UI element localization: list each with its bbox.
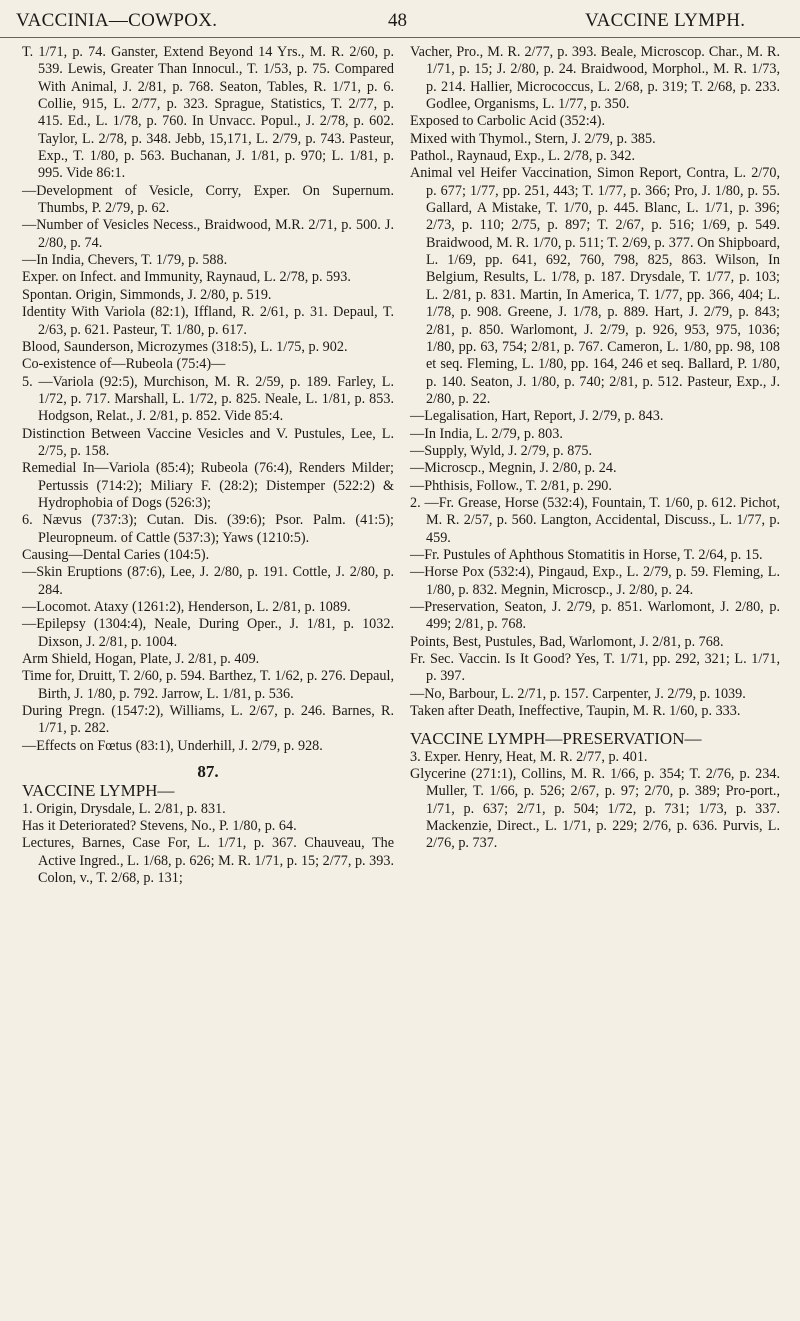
entry: Glycerine (271:1), Collins, M. R. 1/66, p. 354; T. 2/76, p. 234. Muller, T. 1/66, p. 526; 2/67, p. 97; 2/70, p. 389; Pro-port., 1/71, p. 637; 2/71, p. 504; 1/72, p. 731; 1/73, p. 337. Mackenzie, Direct., L. 1/71, p. 229; 2/76, p. 636. Purvis, L. 2/76, p. 737. bbox=[410, 766, 780, 852]
entry: Blood, Saunderson, Microzymes (318:5), L. 1/75, p. 902. bbox=[22, 338, 348, 355]
entry: 2. —Fr. Grease, Horse (532:4), Fountain, T. 1/60, p. 612. Pichot, M. R. 2/57, p. 560. Langton, Accidental, Discuss., L. 1/77, p. 459. bbox=[410, 494, 780, 546]
section-heading: VACCINE LYMPH—PRESERVATION— bbox=[410, 729, 702, 749]
entry: Mixed with Thymol., Stern, J. 2/79, p. 385. bbox=[410, 130, 656, 147]
entry: —Legalisation, Hart, Report, J. 2/79, p. 843. bbox=[410, 408, 664, 425]
entry: Causing—Dental Caries (104:5). bbox=[22, 546, 210, 563]
entry: Vacher, Pro., M. R. 2/77, p. 393. Beale, Microscop. Char., M. R. 1/71, p. 15; J. 2/80, p. 24. Braidwood, Morphol., M. R. 1/73, p. 214. Hallier, Micrococcus, L. 2/68, p. 319; T. 2/68, p. 233. Godlee, Organisms, L. 1/77, p. 350. bbox=[410, 44, 780, 113]
entry: 5. —Variola (92:5), Murchison, M. R. 2/59, p. 189. Farley, L. 1/72, p. 717. Marshall, L. 1/72, p. 825. Neale, L. 1/81, p. 853. Hodgson, Relat., J. 2/81, p. 852. Vide 85:4. bbox=[22, 373, 394, 425]
entry: Lectures, Barnes, Case For, L. 1/71, p. 367. Chauveau, The Active Ingred., L. 1/68, p. 626; M. R. 1/71, p. 15; 2/77, p. 393. Colon, v., T. 2/68, p. 131; bbox=[22, 835, 394, 887]
entry: —Phthisis, Follow., T. 2/81, p. 290. bbox=[410, 477, 612, 494]
entry: Remedial In—Variola (85:4); Rubeola (76:4), Renders Milder; Pertussis (714:2); Miliary F. (28:2); Distemper (522:2) & Hydrophobia of Dogs (526:3); bbox=[22, 460, 394, 511]
page-number: 48 bbox=[388, 10, 407, 31]
entry: Spontan. Origin, Simmonds, J. 2/80, p. 519. bbox=[22, 286, 272, 303]
entry: —In India, Chevers, T. 1/79, p. 588. bbox=[22, 252, 228, 269]
entry: During Pregn. (1547:2), Williams, L. 2/67, p. 246. Barnes, R. 1/71, p. 282. bbox=[22, 703, 394, 737]
entry: Taken after Death, Ineffective, Taupin, M. R. 1/60, p. 333. bbox=[410, 703, 741, 720]
header-right-title: VACCINE LYMPH. bbox=[585, 10, 746, 31]
entry: Points, Best, Pustules, Bad, Warlomont, J. 2/81, p. 768. bbox=[410, 633, 724, 650]
entry: 3. Exper. Henry, Heat, M. R. 2/77, p. 401. bbox=[410, 748, 648, 765]
entry: —Effects on Fœtus (83:1), Underhill, J. 2/79, p. 928. bbox=[22, 737, 323, 754]
running-header bbox=[0, 0, 800, 40]
entry: Has it Deteriorated? Stevens, No., P. 1/80, p. 64. bbox=[22, 818, 297, 835]
entry: —Microscp., Megnin, J. 2/80, p. 24. bbox=[410, 460, 617, 477]
entry: —Epilepsy (1304:4), Neale, During Oper., J. 1/81, p. 1032. Dixson, J. 2/81, p. 1004. bbox=[22, 616, 394, 650]
entry: Co-existence of—Rubeola (75:4)— bbox=[22, 356, 226, 373]
entry: —Fr. Pustules of Aphthous Stomatitis in Horse, T. 2/64, p. 15. bbox=[410, 546, 763, 563]
entry: —In India, L. 2/79, p. 803. bbox=[410, 425, 563, 442]
entry: Identity With Variola (82:1), Iffland, R. 2/61, p. 31. Depaul, T. 2/63, p. 621. Pasteur, T. 1/80, p. 617. bbox=[22, 304, 394, 338]
entry: —Development of Vesicle, Corry, Exper. On Supernum. Thumbs, P. 2/79, p. 62. bbox=[22, 182, 394, 217]
entry: Arm Shield, Hogan, Plate, J. 2/81, p. 409. bbox=[22, 651, 260, 668]
entry: Pathol., Raynaud, Exp., L. 2/78, p. 342. bbox=[410, 148, 636, 165]
entry: —No, Barbour, L. 2/71, p. 157. Carpenter, J. 2/79, p. 1039. bbox=[410, 685, 746, 702]
section-number: 87. bbox=[197, 762, 219, 782]
entry: Exper. on Infect. and Immunity, Raynaud, L. 2/78, p. 593. bbox=[22, 269, 351, 286]
entry: Distinction Between Vaccine Vesicles and V. Pustules, Lee, L. 2/75, p. 158. bbox=[22, 425, 394, 459]
entry: 6. Nævus (737:3); Cutan. Dis. (39:6); Psor. Palm. (41:5); Pleuropneum. of Cattle (537:3); Yaws (1210:5). bbox=[22, 512, 394, 546]
right-column bbox=[410, 44, 780, 853]
entry: Exposed to Carbolic Acid (352:4). bbox=[410, 113, 606, 130]
entry: Fr. Sec. Vaccin. Is It Good? Yes, T. 1/71, pp. 292, 321; L. 1/71, p. 397. bbox=[410, 651, 780, 685]
entry: —Preservation, Seaton, J. 2/79, p. 851. Warlomont, J. 2/80, p. 499; 2/81, p. 768. bbox=[410, 599, 780, 633]
entry: —Horse Pox (532:4), Pingaud, Exp., L. 2/79, p. 59. Fleming, L. 1/80, p. 832. Megnin, Microscp., J. 2/80, p. 24. bbox=[410, 564, 780, 598]
left-column bbox=[22, 44, 394, 888]
entry: T. 1/71, p. 74. Ganster, Extend Beyond 14 Yrs., M. R. 2/60, p. 539. Lewis, Greater Than Innocul., T. 1/53, p. 75. Compared With Animal, J. 2/81, p. 768. Seaton, Tables, R. 1/71, p. 6. Collie, 915, L. 2/77, p. 323. Sprague, Statistics, T. 2/77, p. 415. Ed., L. 1/78, p. 760. In Unvacc. Popul., J. 2/78, p. 602. Taylor, L. 2/78, p. 348. Jebb, 15,171, L. 2/79, p. 743. Pasteur, Exp., T. 1/80, p. 563. Buchanan, J. 1/81, p. 970; L. 1/81, p. 995. Vide 86:1. bbox=[22, 44, 394, 182]
header-rule bbox=[0, 37, 800, 38]
section-heading: VACCINE LYMPH— bbox=[22, 781, 175, 801]
entry: Time for, Druitt, T. 2/60, p. 594. Barthez, T. 1/62, p. 276. Depaul, Birth, J. 1/80, p. 792. Jarrow, L. 1/81, p. 536. bbox=[22, 668, 394, 702]
entry: —Number of Vesicles Necess., Braidwood, M.R. 2/71, p. 500. J. 2/80, p. 74. bbox=[22, 217, 394, 251]
entry: —Skin Eruptions (87:6), Lee, J. 2/80, p. 191. Cottle, J. 2/80, p. 284. bbox=[22, 564, 394, 598]
entry: 1. Origin, Drysdale, L. 2/81, p. 831. bbox=[22, 800, 226, 817]
header-left-title: VACCINIA—COWPOX. bbox=[16, 10, 218, 31]
entry: —Locomot. Ataxy (1261:2), Henderson, L. 2/81, p. 1089. bbox=[22, 599, 351, 615]
entry: Animal vel Heifer Vaccination, Simon Report, Contra, L. 2/70, p. 677; 1/77, pp. 251, 443; T. 1/77, p. 366; Pro, J. 1/80, p. 55. Gallard, A Mistake, T. 1/70, p. 445. Blanc, L. 1/71, p. 396; 2/73, p. 110; 2/75, p. 897; T. 2/67, p. 516; 1/69, p. 549. Braidwood, M. R. 1/70, p. 511; T. 2/69, p. 377. On Shipboard, L. 1/69, pp. 641, 692, 760, 798, 825, 863. Wilson, In Belgium, Results, L. 1/78, p. 187. Drysdale, T. 1/77, p. 103; L. 2/81, p. 831. Martin, In America, T. 1/77, pp. 366, 404; L. 1/78, p. 908. Greene, J. 1/78, p. 889. Hart, J. 2/79, p. 843; 2/81, p. 850. Warlomont, J. 2/79, p. 926, 953, 975, 1036; 1/80, pp. 63, 754; 2/81, p. 767. Cameron, L. 1/80, pp. 98, 108 et seq. Fleming, L. 1/80, pp. 164, 246 et seq. Ballard, P. 1/80, p. 140. Seaton, J. 1/80, p. 740; 2/81, p. 512. Pasteur, Exp., J. 2/80, p. 22. bbox=[410, 165, 780, 407]
entry: —Supply, Wyld, J. 2/79, p. 875. bbox=[410, 442, 593, 459]
